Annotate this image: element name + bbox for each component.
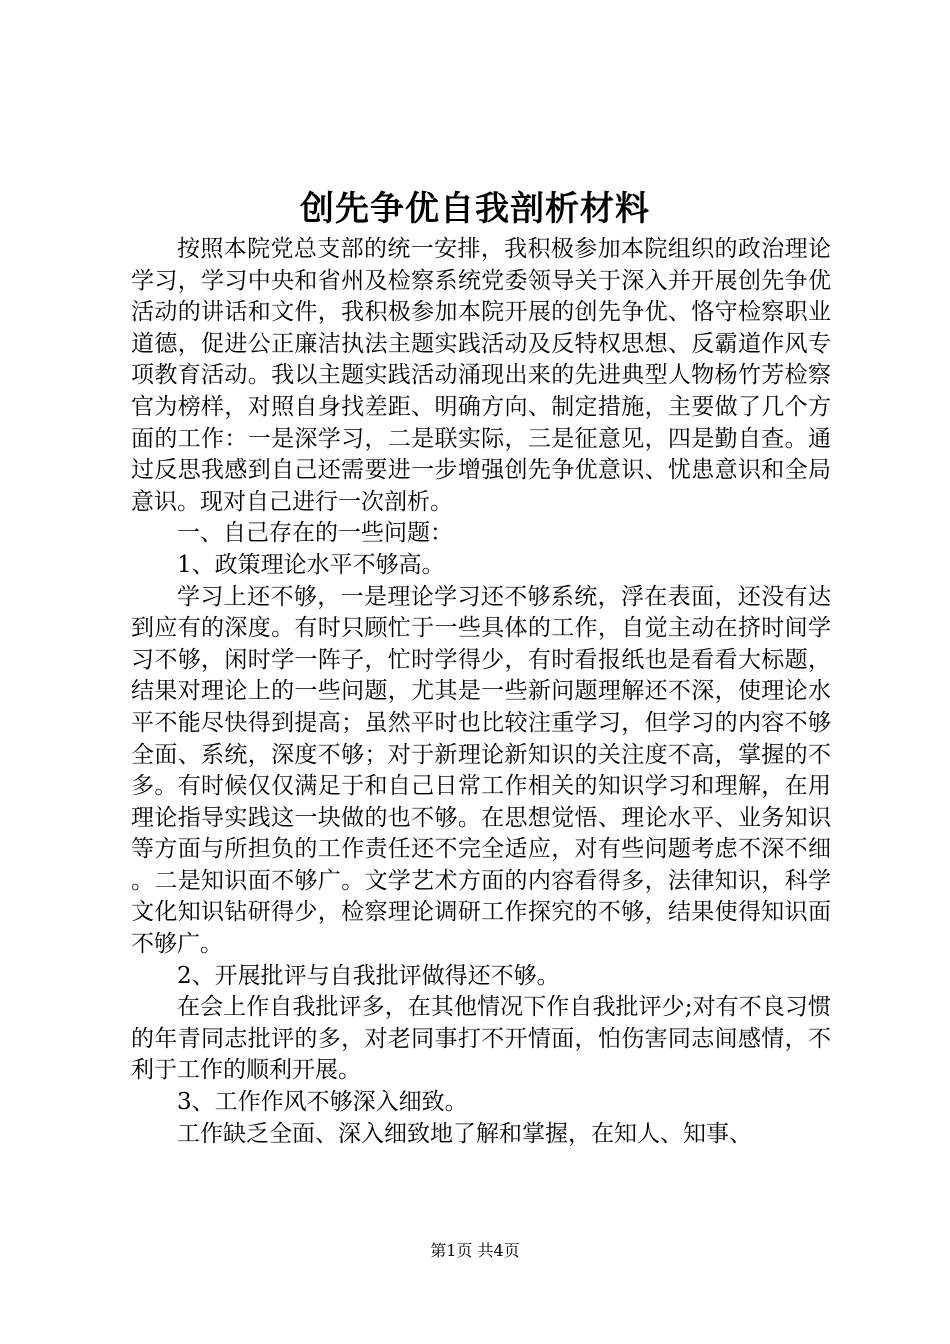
subheading-3: 3、工作作风不够深入细致。 [177, 1089, 468, 1116]
paragraph-1: 学习上还不够，一是理论学习还不够系统，浮在表面，还没有达到应有的深度。有时只顾忙于一些具体的工作，自觉主动在挤时间学习不够，闲时学一阵子，忙时学得少，有时看报纸也是看看大标题，结果对理论上的一些问题，尤其是一些新问题理解还不深，使理论水平不能尽快得到提高；虽然平时也比较注重学习，但学习的内容不够全面、系统，深度不够；对于新理论新知识的关注度不高，掌握的不多。有时候仅仅满足于和自己日常工作相关的知识学习和理解，在用理论指导实践这一块做的也不够。在思想觉悟、理论水平、业务知识等方面与所担负的工作责任还不完全适应，对有些问题考虑不深不细。二是知识面不够广。文学艺术方面的内容看得多，法律知识，科学文化知识钻研得少，检察理论调研工作探究的不够，结果使得知识面不够广。 [131, 583, 831, 958]
subheading-1: 1、政策理论水平不够高。 [177, 551, 445, 578]
subheading-2: 2、开展批评与自我批评做得还不够。 [177, 962, 560, 989]
paragraph-2: 在会上作自我批评多，在其他情况下作自我批评少;对有不良习惯的年青同志批评的多，对老同事打不开情面，怕伤害同志间感情，不利于工作的顺利开展。 [131, 994, 831, 1084]
paragraph-3: 工作缺乏全面、深入细致地了解和掌握，在知人、知事、 [177, 1120, 752, 1147]
heading-problems: 一、自己存在的一些问题： [177, 520, 453, 547]
paragraph-intro: 按照本院党总支部的统一安排，我积极参加本院组织的政治理论学习，学习中央和省州及检察系统党委领导关于深入并开展创先争优活动的讲话和文件，我积极参加本院开展的创先争优、恪守检察职业道德，促进公正廉洁执法主题实践活动及反特权思想、反霸道作风专项教育活动。我以主题实践活动涌现出来的先进典型人物杨竹芳检察官为榜样，对照自身找差距、明确方向、制定措施，主要做了几个方面的工作：一是深学习，二是联实际，三是征意见，四是勤自查。通过反思我感到自己还需要进一步增强创先争优意识、忧患意识和全局意识。现对自己进行一次剖析。 [131, 236, 831, 515]
document-title: 创先争优自我剖析材料 [300, 189, 650, 229]
document-body [131, 234, 831, 1150]
page-footer: 第1页 共4页 [430, 1241, 520, 1260]
